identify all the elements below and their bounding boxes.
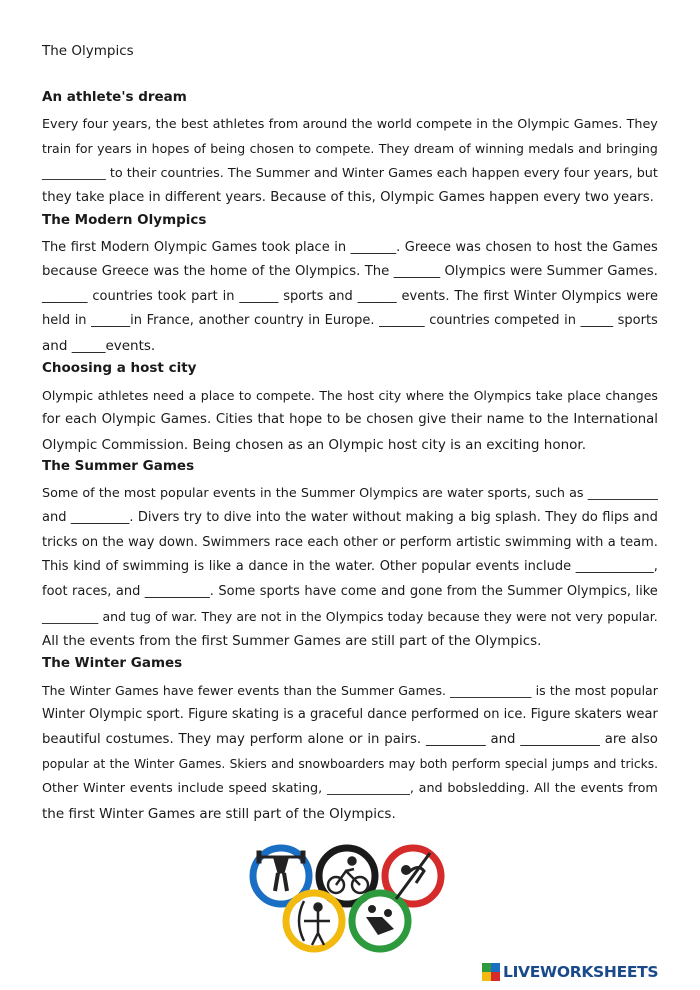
section-host-city [42,359,658,457]
paragraph-line: Every four years, the best athletes from around the world compete in the Olympic Games. They [42,116,658,132]
paragraph-line: The first Modern Olympic Games took place in _______. Greece was chosen to host the Games [42,239,658,255]
paragraph-line: train for years in hopes of being chosen to compete. They dream of winning medals and bringing [42,141,658,157]
paragraph-line: __________ to their countries. The Summer and Winter Games each happen every four years, but [42,165,658,181]
section-paragraph [42,384,658,458]
cyclist-icon [328,858,368,894]
paragraph-line: and _________. Divers try to dive into the water without making a big splash. They do flips and [42,510,658,526]
pole-vaulter-icon [396,853,430,899]
olympic-rings-sports-icon [248,843,448,958]
paragraph-line: for each Olympic Games. Cities that hope to be chosen give their name to the International [42,412,658,428]
paragraph-line: foot races, and __________. Some sports have come and gone from the Summer Olympics, like [42,583,658,599]
wrestler-icon [366,905,394,935]
paragraph-line: Olympic Commission. Being chosen as an Olympic host city is an exciting honor. [42,436,586,453]
paragraph-line: Olympic athletes need a place to compete. The host city where the Olympics take place changes [42,387,658,403]
section-paragraph [42,482,658,654]
section-modern-olympics [42,211,658,359]
section-heading: An athlete's dream [42,89,187,105]
paragraph-line: they take place in different years. Because of this, Olympic Games happen every two years. [42,190,654,206]
document-title: The Olympics [42,43,134,59]
paragraph-line: _______ countries took part in ______ sports and ______ events. The first Winter Olympics were [42,288,658,304]
paragraph-line: All the events from the first Summer Games are still part of the Olympics. [42,633,542,650]
section-heading: The Summer Games [42,458,195,474]
section-heading: The Modern Olympics [42,212,207,228]
archer-icon [299,901,330,945]
section-heading: Choosing a host city [42,360,197,376]
paragraph-line: Some of the most popular events in the Summer Olympics are water sports, such as ___________ [42,485,658,501]
weightlifter-icon [257,851,305,891]
paragraph-line: popular at the Winter Games. Skiers and snowboarders may both perform special jumps and tricks. [42,757,658,772]
section-summer-games [42,457,658,654]
paragraph-line: beautiful costumes. They may perform alone or in pairs. _________ and ____________ are also [42,731,658,747]
section-athletes-dream [42,88,658,211]
section-heading: The Winter Games [42,655,183,671]
paragraph-line: and _____events. [42,337,156,354]
paragraph-line: The Winter Games have fewer events than the Summer Games. _____________ is the most popular [42,682,658,698]
liveworksheets-logo[interactable] [482,960,658,984]
paragraph-line: tricks on the way down. Swimmers race each other or perform artistic swimming with a team. [42,534,658,550]
paragraph-line: because Greece was the home of the Olympics. The _______ Olympics were Summer Games. [42,264,658,280]
brand-name: LIVEWORKSHEETS [503,963,659,981]
paragraph-line: the first Winter Games are still part of the Olympics. [42,805,396,822]
paragraph-line: Other Winter events include speed skating, _____________, and bobsledding. All the events from [42,780,658,796]
section-winter-games [42,654,658,826]
section-paragraph [42,679,658,827]
liveworksheets-logo-icon [482,963,500,981]
paragraph-line: held in ______in France, another country in Europe. _______ countries competed in _____ sports [42,313,658,329]
paragraph-line: Winter Olympic sport. Figure skating is a graceful dance performed on ice. Figure skaters wear [42,707,658,723]
section-paragraph [42,113,658,211]
section-paragraph [42,236,658,359]
paragraph-line: This kind of swimming is like a dance in the water. Other popular events include ____________, [42,559,658,575]
paragraph-line: _________ and tug of war. They are not in the Olympics today because they were not very popular. [42,608,658,624]
